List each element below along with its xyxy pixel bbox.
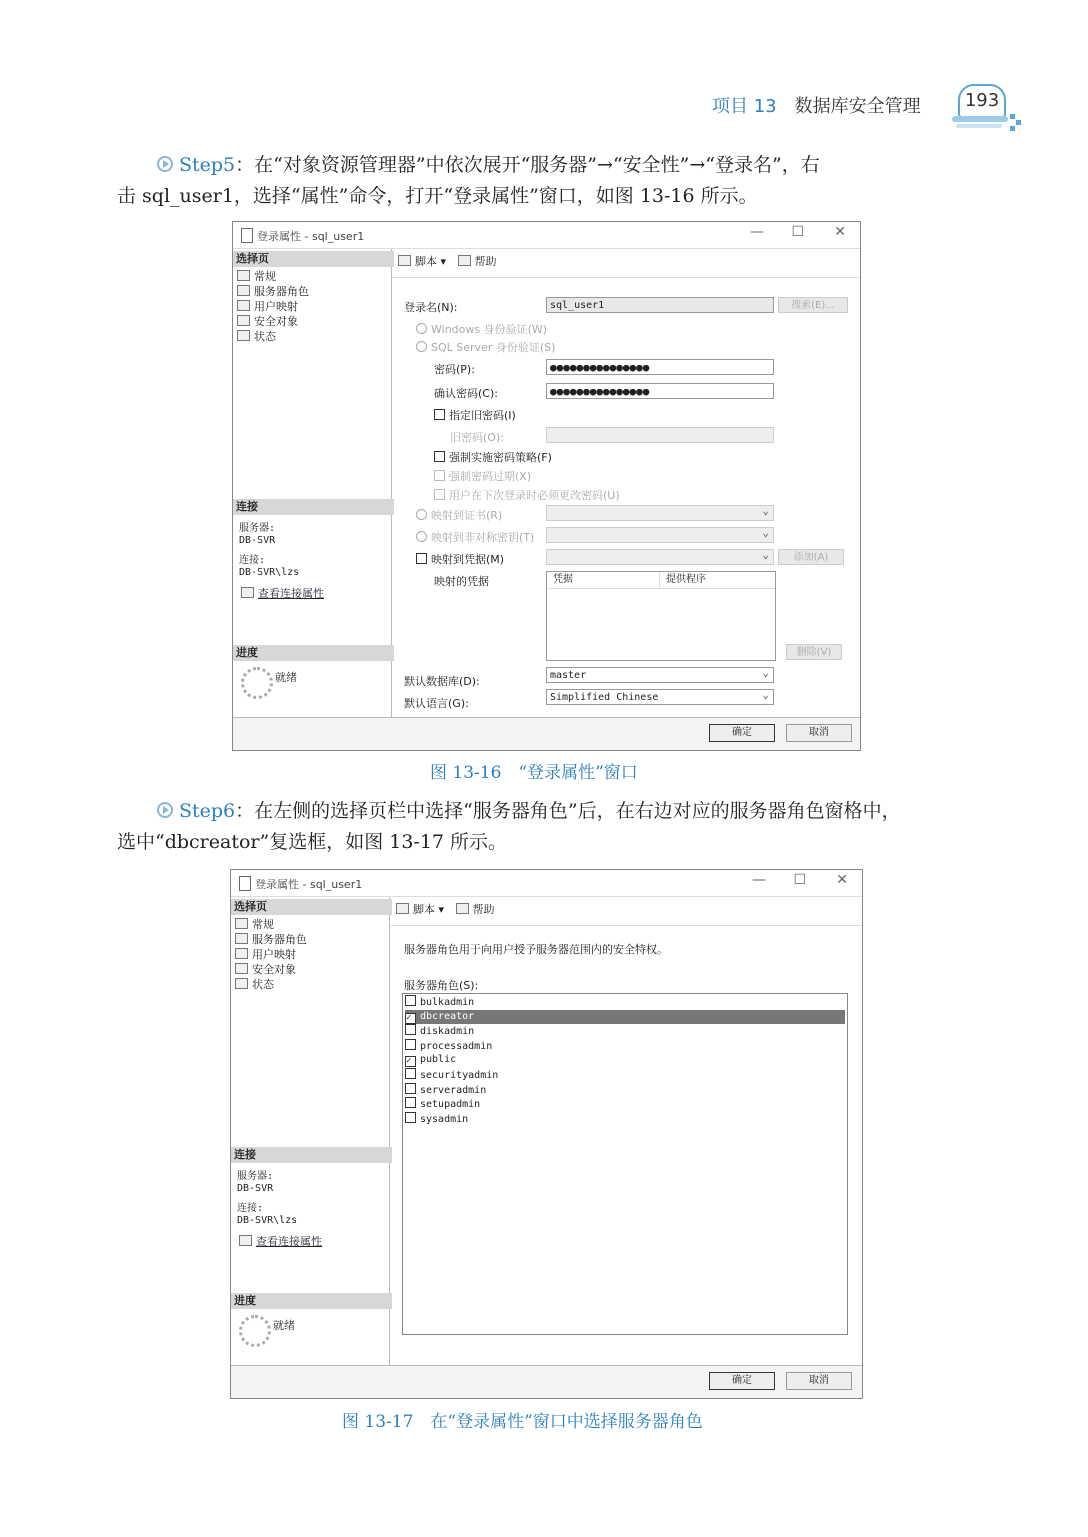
view-connection-link[interactable]: [241, 585, 324, 601]
running-header: [712, 92, 921, 118]
role-row-processadmin[interactable]: [405, 1039, 845, 1053]
figure-caption: 图 13-17 在“登录属性”窗口中选择服务器角色: [342, 1412, 703, 1432]
checkbox-icon[interactable]: [405, 1024, 416, 1035]
password-input[interactable]: ●●●●●●●●●●●●●●●: [546, 359, 774, 375]
nav-item-server-roles[interactable]: [235, 932, 307, 947]
nav-label: 服务器角色: [252, 933, 307, 946]
decor-bar: [956, 124, 1002, 128]
progress-heading: 进度: [231, 1293, 392, 1309]
step6-text: ：在左侧的选择页栏中选择“服务器角色”后，在右边对应的服务器角色窗格中，: [235, 800, 901, 822]
left-pane: [233, 249, 392, 718]
server-label: 服务器:: [237, 1171, 274, 1182]
cancel-button[interactable]: 取消: [786, 1372, 852, 1390]
checkbox-checked-icon[interactable]: ✓: [405, 1056, 416, 1067]
script-label: 脚本: [415, 255, 437, 268]
role-name: sysadmin: [420, 1113, 469, 1125]
step5-text: ：在“对象资源管理器”中依次展开“服务器”→“安全性”→“登录名”，右: [235, 154, 820, 176]
role-name: dbcreator: [420, 1010, 475, 1022]
page-number-badge: [952, 82, 1022, 130]
page-icon: [235, 918, 248, 929]
checkbox-icon: [434, 470, 445, 481]
password-label: 密码(P):: [434, 363, 475, 376]
server-value: DB-SVR: [239, 535, 276, 546]
default-db-label: 默认数据库(D):: [404, 675, 480, 688]
nav-item-securables[interactable]: [235, 962, 307, 977]
script-button[interactable]: 脚本 ▾: [396, 903, 444, 916]
checkbox-label: 强制密码过期(X): [449, 470, 532, 483]
connection-value: DB-SVR\lzs: [239, 567, 300, 578]
decor-dot: [1010, 114, 1015, 119]
page-icon: [237, 285, 250, 296]
checkbox-icon: [434, 409, 445, 420]
nav-item-general[interactable]: [237, 269, 309, 284]
role-row-dbcreator[interactable]: [405, 1010, 845, 1024]
progress-spinner-icon: [239, 1315, 271, 1347]
checkbox-label: 映射到凭据(M): [431, 553, 505, 566]
enforce-expiration-checkbox[interactable]: [434, 468, 531, 484]
window-icon: [241, 228, 253, 243]
page-icon: [235, 933, 248, 944]
progress-status: 就绪: [275, 671, 297, 684]
nav-label: 安全对象: [254, 315, 298, 328]
nav-item-status[interactable]: [235, 977, 307, 992]
help-icon: [458, 255, 471, 266]
select-page-heading: 选择页: [231, 899, 392, 915]
server-roles-list[interactable]: [402, 993, 848, 1335]
connection-label: 连接:: [239, 555, 266, 566]
search-button[interactable]: 搜索(E)...: [778, 297, 848, 313]
map-credential-checkbox[interactable]: [416, 551, 504, 567]
link-text: 查看连接属性: [258, 587, 324, 600]
grid-header: [547, 572, 775, 589]
nav-label: 服务器角色: [254, 285, 309, 298]
decor-dot: [1016, 120, 1021, 125]
page-icon: [237, 270, 250, 281]
checkbox-icon: [416, 553, 427, 564]
toolbar: [398, 253, 497, 269]
connection-info: [237, 1203, 297, 1227]
role-name: securityadmin: [420, 1070, 499, 1081]
nav-item-securables[interactable]: [237, 314, 309, 329]
window-title: 登录属性 - sql_user1: [255, 878, 363, 891]
radio-icon: [416, 509, 427, 520]
radio-label: SQL Server 身份验证(S): [431, 341, 556, 354]
minimize-button[interactable]: —: [750, 224, 764, 240]
col-provider: 提供程序: [659, 572, 706, 588]
radio-selected-icon: [416, 341, 427, 352]
role-name: bulkadmin: [420, 997, 475, 1008]
radio-icon: [416, 531, 427, 542]
nav-label: 用户映射: [254, 300, 298, 313]
confirm-password-input[interactable]: ●●●●●●●●●●●●●●●: [546, 383, 774, 399]
decor-dot: [1010, 126, 1015, 131]
progress-status: 就绪: [273, 1319, 295, 1332]
map-certificate-radio[interactable]: [416, 507, 502, 523]
title-bar: [231, 870, 862, 897]
role-name: serveradmin: [420, 1084, 487, 1096]
col-credential: 凭据: [553, 574, 573, 585]
help-button[interactable]: [456, 903, 495, 916]
role-name: setupadmin: [420, 1099, 481, 1111]
sql-auth-radio[interactable]: [416, 339, 555, 355]
radio-label: 映射到证书(R): [431, 509, 503, 522]
nav-label: 状态: [254, 330, 276, 343]
role-name: public: [420, 1054, 457, 1066]
checkbox-icon[interactable]: [405, 1097, 416, 1108]
certificate-select[interactable]: [546, 505, 774, 521]
close-button[interactable]: ✕: [834, 224, 846, 240]
asym-key-select[interactable]: [546, 527, 774, 543]
page-nav: [235, 917, 307, 992]
script-icon: [396, 903, 409, 914]
right-pane: [390, 897, 862, 1366]
role-row-public[interactable]: [405, 1053, 845, 1067]
old-password-input[interactable]: [546, 427, 774, 443]
page-nav: [237, 269, 309, 344]
toolbar-divider: [392, 277, 860, 278]
radio-label: Windows 身份验证(W): [431, 323, 548, 336]
role-row-bulkadmin[interactable]: [405, 995, 845, 1009]
connection-heading: 连接: [233, 499, 394, 515]
ok-button[interactable]: 确定: [709, 724, 775, 742]
radio-icon: [416, 323, 427, 334]
right-pane: [392, 249, 860, 718]
login-name-label: 登录名(N):: [404, 301, 458, 314]
progress-heading: 进度: [233, 645, 394, 661]
decor-bar: [952, 116, 1008, 122]
role-row-securityadmin[interactable]: [405, 1068, 845, 1082]
checkbox-icon[interactable]: [405, 1083, 416, 1094]
nav-item-user-mapping[interactable]: [235, 947, 307, 962]
nav-label: 用户映射: [252, 948, 296, 961]
nav-item-user-mapping[interactable]: [237, 299, 309, 314]
old-password-checkbox[interactable]: [434, 407, 516, 423]
step5-paragraph: [117, 150, 977, 212]
role-row-setupadmin[interactable]: [405, 1097, 845, 1111]
role-name: processadmin: [420, 1040, 493, 1052]
help-label: 帮助: [472, 903, 495, 916]
page-icon: [235, 978, 248, 989]
connection-heading: 连接: [231, 1147, 392, 1163]
nav-item-general[interactable]: [235, 917, 307, 932]
maximize-button[interactable]: ☐: [793, 872, 806, 888]
default-lang-label: 默认语言(G):: [404, 697, 469, 710]
step6-label: Step6: [179, 800, 236, 822]
view-connection-link[interactable]: [239, 1233, 322, 1249]
checkbox-icon[interactable]: [405, 1112, 416, 1123]
role-name: diskadmin: [420, 1026, 475, 1038]
mapped-credentials-grid[interactable]: [546, 571, 776, 661]
connection-value: DB-SVR\lzs: [237, 1215, 298, 1226]
properties-icon: [239, 1235, 252, 1246]
page-icon: [235, 963, 248, 974]
add-button[interactable]: 添加(A): [778, 549, 844, 565]
default-lang-select[interactable]: Simplified Chinese ⌄: [546, 689, 774, 705]
checkbox-checked-icon[interactable]: ✓: [405, 1013, 416, 1024]
window-title: 登录属性 - sql_user1: [257, 230, 365, 243]
minimize-button[interactable]: —: [752, 872, 766, 888]
checkbox-icon: [434, 489, 445, 500]
ok-button[interactable]: 确定: [709, 1372, 775, 1390]
project-label: 项目 13: [712, 96, 777, 117]
toolbar: [396, 901, 495, 917]
toolbar-divider: [390, 925, 862, 926]
login-properties-dialog-general: [232, 221, 861, 751]
step5-text-cont: 击 sql_user1，选择“属性”命令，打开“登录属性”窗口，如图 13-16 所示。: [117, 185, 758, 207]
close-button[interactable]: ✕: [836, 872, 848, 888]
help-icon: [456, 903, 469, 914]
nav-label: 常规: [252, 918, 274, 931]
figure-caption: 图 13-16 “登录属性”窗口: [430, 763, 638, 783]
page-icon: [237, 315, 250, 326]
checkbox-icon[interactable]: [405, 995, 416, 1006]
script-icon: [398, 255, 411, 266]
link-text: 查看连接属性: [256, 1235, 322, 1248]
left-pane: [231, 897, 390, 1366]
script-button[interactable]: 脚本 ▾: [398, 255, 446, 268]
help-label: 帮助: [474, 255, 497, 268]
page-icon: [237, 300, 250, 311]
cancel-button[interactable]: 取消: [786, 724, 852, 742]
roles-description: 服务器角色用于向用户授予服务器范围内的安全特权。: [404, 943, 668, 956]
play-bullet-icon: [157, 156, 173, 172]
checkbox-label: 指定旧密码(I): [449, 409, 516, 422]
checkbox-label: 强制实施密码策略(F): [449, 451, 552, 464]
maximize-button[interactable]: ☐: [791, 224, 804, 240]
connection-info: [239, 555, 299, 579]
login-properties-dialog-roles: [230, 869, 863, 1399]
nav-label: 常规: [254, 270, 276, 283]
progress-spinner-icon: [241, 667, 273, 699]
windows-auth-radio[interactable]: [416, 321, 547, 337]
connection-label: 连接:: [237, 1203, 264, 1214]
mapped-credentials-label: 映射的凭据: [434, 575, 489, 588]
page-icon: [237, 330, 250, 341]
checkbox-label: 用户在下次登录时必须更改密码(U): [449, 489, 620, 502]
chapter-title: 数据库安全管理: [794, 96, 921, 117]
step6-text-cont: 选中“dbcreator”复选框，如图 13-17 所示。: [117, 831, 508, 853]
nav-item-server-roles[interactable]: [237, 284, 309, 299]
must-change-checkbox[interactable]: [434, 487, 620, 503]
help-button[interactable]: [458, 255, 497, 268]
nav-item-status[interactable]: [237, 329, 309, 344]
remove-button[interactable]: 删除(V): [786, 644, 842, 660]
play-bullet-icon: [157, 802, 173, 818]
title-bar: [233, 222, 860, 249]
page-number: 193: [958, 84, 1006, 118]
nav-label: 安全对象: [252, 963, 296, 976]
server-value: DB-SVR: [237, 1183, 274, 1194]
page-icon: [235, 948, 248, 959]
checkbox-icon[interactable]: [405, 1068, 416, 1079]
nav-label: 状态: [252, 978, 274, 991]
radio-label: 映射到非对称密钥(T): [431, 531, 535, 544]
map-asym-key-radio[interactable]: [416, 529, 534, 545]
checkbox-icon: [434, 451, 445, 462]
properties-icon: [241, 587, 254, 598]
role-row-serveradmin[interactable]: [405, 1083, 845, 1097]
role-row-sysadmin[interactable]: [405, 1112, 845, 1126]
checkbox-icon[interactable]: [405, 1039, 416, 1050]
script-label: 脚本: [413, 903, 435, 916]
step5-label: Step5: [179, 154, 236, 176]
old-password-label: 旧密码(O):: [450, 431, 504, 444]
button-bar: [233, 717, 860, 750]
default-db-select[interactable]: master ⌄: [546, 667, 774, 683]
credential-select[interactable]: [546, 549, 774, 565]
select-page-heading: 选择页: [233, 251, 394, 267]
step6-paragraph: [117, 796, 977, 858]
login-name-input[interactable]: sql_user1: [546, 297, 774, 313]
server-label: 服务器:: [239, 523, 276, 534]
server-info: [237, 1171, 273, 1195]
confirm-password-label: 确认密码(C):: [434, 387, 498, 400]
button-bar: [231, 1365, 862, 1398]
role-row-diskadmin[interactable]: [405, 1024, 845, 1038]
roles-list-label: 服务器角色(S):: [404, 979, 479, 992]
server-info: [239, 523, 275, 547]
window-icon: [239, 876, 251, 891]
enforce-policy-checkbox[interactable]: [434, 449, 552, 465]
